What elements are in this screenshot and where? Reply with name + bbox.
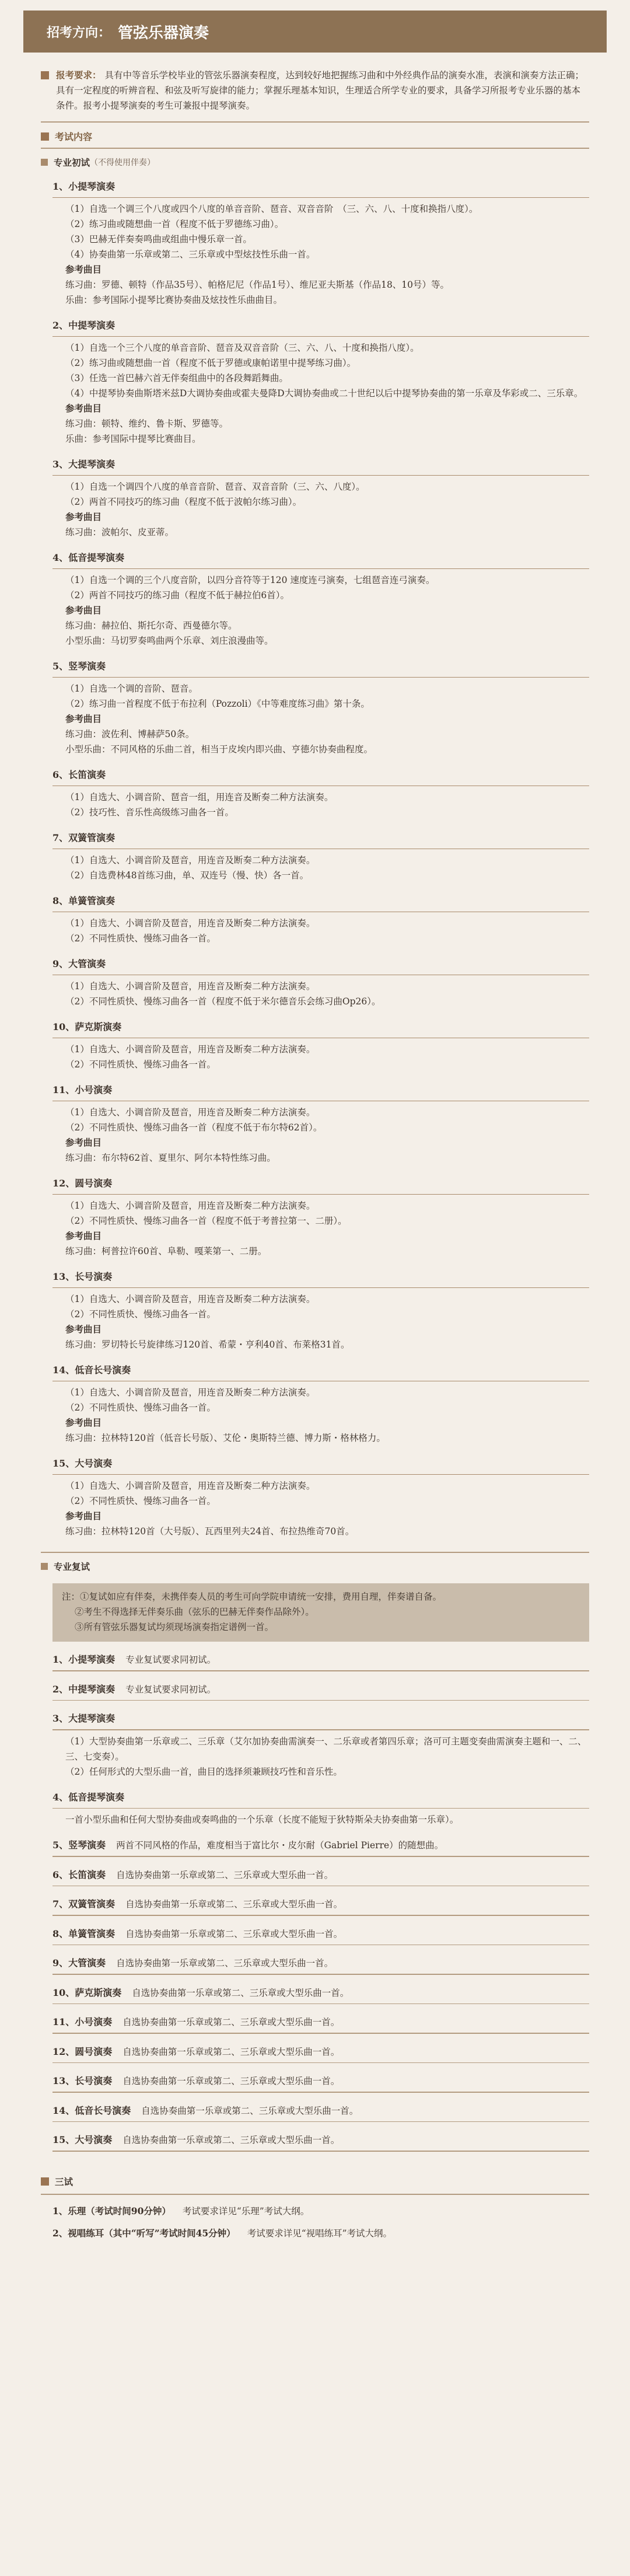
requirement-line: （4）协奏曲第一乐章或第二、三乐章或中型炫技性乐曲一首。 — [65, 249, 316, 260]
divider — [52, 2062, 589, 2064]
divider — [52, 1856, 589, 1857]
instrument-title: 7、双簧管演奏 — [52, 832, 116, 843]
requirement-line: （2）不同性质快、慢练习曲各一首。 — [65, 1496, 216, 1506]
requirement-line: （1）自选大、小调音阶及琶音，用连音及断奏二种方法演奏。 — [65, 1044, 316, 1055]
requirement-line: （1）自选大、小调音阶及琶音，用连音及断奏二种方法演奏。 — [65, 855, 316, 865]
requirement-line: 练习曲：罗德、顿特（作品35号）、帕格尼尼（作品1号）、维尼亚夫斯基（作品18、10号）等。 — [65, 280, 450, 290]
requirement-line: 练习曲：布尔特62首、夏里尔、阿尔本特性练习曲。 — [65, 1153, 276, 1163]
retest-title: 专业复试 — [54, 1561, 90, 1572]
divider — [52, 1974, 589, 1975]
requirement-line: （2）练习曲或随想曲一首（程度不低于罗德或康帕诺里中提琴练习曲）。 — [65, 358, 356, 368]
retest-item-head — [52, 1868, 589, 1881]
retest-item-desc: 专业复试要求同初试。 — [125, 1654, 216, 1665]
note-line: ③所有管弦乐器复试均须现场演奏指定谱例一首。 — [75, 1622, 274, 1632]
square-bullet-icon — [41, 71, 49, 79]
square-bullet-icon — [41, 1563, 48, 1570]
instrument-requirements — [52, 1194, 589, 1259]
retest-item — [41, 1868, 589, 1887]
instrument-requirements — [52, 475, 589, 540]
divider — [52, 1915, 589, 1916]
divider — [52, 2033, 589, 2034]
requirement-line: 小型乐曲：不同风格的乐曲二首，相当于皮埃内即兴曲、亨德尔协奏曲程度。 — [65, 744, 373, 755]
retest-item-desc: 两首不同风格的作品，难度相当于富比尔・皮尔耐（Gabriel Pierre）的随想曲。 — [116, 1840, 444, 1851]
reference-heading: 参考曲目 — [65, 264, 102, 275]
divider — [41, 121, 589, 123]
requirement-line: 练习曲：柯普拉许60首、阜勒、嘎莱第一、二册。 — [65, 1246, 267, 1256]
retest-item-head — [52, 1711, 589, 1725]
instrument-requirements — [52, 677, 589, 757]
instrument-title: 13、长号演奏 — [52, 1271, 113, 1282]
reference-heading: 参考曲目 — [65, 511, 102, 522]
prelim-heading — [41, 156, 589, 169]
retest-item-title: 13、长号演奏 — [52, 2075, 113, 2086]
instrument-requirements — [52, 1287, 589, 1352]
reference-heading: 参考曲目 — [65, 1230, 102, 1241]
retest-item-head — [52, 1652, 589, 1666]
instrument-block — [41, 1083, 589, 1165]
retest-item — [41, 1956, 589, 1975]
divider — [52, 1700, 589, 1701]
instrument-block — [41, 1176, 589, 1259]
retest-item-title: 8、单簧管演奏 — [52, 1928, 116, 1939]
retest-item — [41, 1682, 589, 1701]
divider — [52, 1886, 589, 1887]
instrument-requirements — [52, 336, 589, 446]
retest-item-desc: 自选协奏曲第一乐章或第二、三乐章或大型乐曲一首。 — [116, 1869, 334, 1880]
instrument-title: 3、大提琴演奏 — [52, 459, 116, 470]
requirement-line: 一首小型乐曲和任何大型协奏曲或奏鸣曲的一个乐章（长度不能短于狄特斯朵夫协奏曲第一乐章）。 — [65, 1814, 459, 1825]
instrument-requirements — [52, 568, 589, 648]
retest-item-title: 11、小号演奏 — [52, 2016, 113, 2027]
retest-item — [41, 2103, 589, 2123]
retest-item — [41, 1838, 589, 1857]
retest-item-head — [52, 1897, 589, 1910]
requirement-line: （2）任何形式的大型乐曲一首，曲目的选择须兼顾技巧性和音乐性。 — [65, 1766, 342, 1777]
requirement-line: （1）自选一个调的三个八度音阶，以四分音符等于120 速度连弓演奏，七组琶音连弓演奏。 — [65, 575, 435, 585]
requirement-line: 练习曲：拉林特120首（大号版）、瓦西里列夫24首、布拉热维奇70首。 — [65, 1526, 355, 1537]
retest-item-head — [52, 1956, 589, 1969]
instrument-title: 2、中提琴演奏 — [52, 320, 116, 331]
retest-item-head — [52, 1926, 589, 1940]
note-line: 注：①复试如应有伴奏，未携伴奏人员的考生可向学院申请统一安排，费用自理，伴奏谱自备。 — [62, 1591, 442, 1602]
requirement-line: （1）自选大、小调音阶及琶音，用连音及断奏二种方法演奏。 — [65, 1387, 316, 1398]
square-bullet-icon — [41, 159, 48, 166]
requirement-line: （2）不同性质快、慢练习曲各一首（程度不低于考普拉第一、二册）。 — [65, 1216, 347, 1226]
requirement-line: （2）技巧性、音乐性高级练习曲各一首。 — [65, 807, 234, 818]
prelim-instrument-list — [41, 179, 589, 1539]
requirement-line: （2）不同性质快、慢练习曲各一首。 — [65, 933, 216, 944]
retest-item — [41, 2044, 589, 2064]
instrument-requirements — [52, 1038, 589, 1072]
retest-item-head — [52, 2015, 589, 2028]
requirement-line: （1）大型协奏曲第一乐章或二、三乐章（艾尔加协奏曲需演奏一、二乐章或者第四乐章；洛可可主题变奏曲需演奏主题和一、二、三、七变奏）。 — [65, 1736, 587, 1762]
instrument-block — [41, 1269, 589, 1352]
prelim-title: 专业初试 — [54, 157, 90, 168]
reference-heading: 参考曲目 — [65, 1324, 102, 1335]
requirement-line: （2）不同性质快、慢练习曲各一首（程度不低于米尔德音乐会练习曲Op26）。 — [65, 996, 381, 1007]
main-content — [41, 68, 589, 2239]
instrument-title: 5、竖琴演奏 — [52, 661, 106, 672]
requirements-block — [41, 68, 589, 113]
requirement-line: （2）不同性质快、慢练习曲各一首。 — [65, 1059, 216, 1070]
retest-item-body — [52, 1734, 589, 1779]
divider — [52, 1945, 589, 1946]
retest-heading — [41, 1560, 589, 1573]
requirement-line: （2）练习曲或随想曲一首（程度不低于罗德练习曲）。 — [65, 219, 284, 229]
retest-item — [41, 2015, 589, 2034]
instrument-title: 15、大号演奏 — [52, 1458, 113, 1469]
retest-item-title: 1、小提琴演奏 — [52, 1654, 116, 1665]
instrument-block — [41, 1020, 589, 1072]
instrument-title: 4、低音提琴演奏 — [52, 552, 125, 563]
retest-item-desc: 自选协奏曲第一乐章或第二、三乐章或大型乐曲一首。 — [125, 1899, 343, 1910]
requirement-line: （2）两首不同技巧的练习曲（程度不低于赫拉伯6首）。 — [65, 590, 289, 601]
instrument-title: 10、萨克斯演奏 — [52, 1021, 122, 1032]
retest-item-body — [52, 1812, 589, 1827]
reference-heading: 参考曲目 — [65, 403, 102, 414]
retest-item-title: 4、低音提琴演奏 — [52, 1791, 125, 1803]
note-line: ②考生不得选择无伴奏乐曲（弦乐的巴赫无伴奏作品除外）。 — [75, 1607, 314, 1617]
reference-heading: 参考曲目 — [65, 605, 102, 616]
retest-item-desc: 自选协奏曲第一乐章或第二、三乐章或大型乐曲一首。 — [123, 2076, 340, 2086]
retest-item-head — [52, 1838, 589, 1851]
instrument-block — [41, 318, 589, 446]
retest-item-desc: 自选协奏曲第一乐章或第二、三乐章或大型乐曲一首。 — [125, 1928, 343, 1939]
retest-item — [41, 1790, 589, 1828]
retest-instrument-list — [41, 1652, 589, 2152]
reference-heading: 参考曲目 — [65, 713, 102, 724]
requirement-line: （1）自选大、小调音阶及琶音，用连音及断奏二种方法演奏。 — [65, 1294, 316, 1304]
retest-item-title: 9、大管演奏 — [52, 1957, 106, 1968]
retest-item-desc: 自选协奏曲第一乐章或第二、三乐章或大型乐曲一首。 — [141, 2105, 359, 2116]
requirement-line: 练习曲：赫拉伯、斯托尔奇、西曼德尔等。 — [65, 620, 237, 631]
instrument-requirements — [52, 786, 589, 820]
requirement-line: 练习曲：波佐利、博赫萨50条。 — [65, 729, 195, 739]
instrument-requirements — [52, 912, 589, 946]
divider — [41, 148, 589, 149]
instrument-title: 12、圆号演奏 — [52, 1178, 113, 1189]
instrument-block — [41, 659, 589, 757]
retest-item-head — [52, 2103, 589, 2117]
final-item — [41, 2226, 589, 2239]
instrument-block — [41, 957, 589, 1009]
requirement-line: 练习曲：拉林特120首（低音长号版）、艾伦・奥斯特兰德、博力斯・格林格力。 — [65, 1433, 386, 1443]
divider — [52, 1808, 589, 1809]
requirement-line: （1）自选一个调的音阶、琶音。 — [65, 683, 198, 694]
retest-item-title: 7、双簧管演奏 — [52, 1898, 116, 1910]
instrument-requirements — [52, 1474, 589, 1539]
retest-item-desc: 自选协奏曲第一乐章或第二、三乐章或大型乐曲一首。 — [116, 1958, 334, 1968]
retest-item-desc: 自选协奏曲第一乐章或第二、三乐章或大型乐曲一首。 — [132, 1987, 349, 1998]
retest-item-desc: 自选协奏曲第一乐章或第二、三乐章或大型乐曲一首。 — [123, 2017, 340, 2027]
requirement-line: （2）练习曲一首程度不低于布拉利（Pozzoli）《中等难度练习曲》第十条。 — [65, 699, 370, 709]
retest-item — [41, 1926, 589, 1946]
requirements-label: 报考要求： — [56, 69, 102, 81]
instrument-title: 11、小号演奏 — [52, 1084, 113, 1095]
instrument-requirements — [52, 975, 589, 1009]
reference-heading: 参考曲目 — [65, 1510, 102, 1521]
requirement-line: （1）自选大、小调音阶及琶音，用连音及断奏二种方法演奏。 — [65, 981, 316, 992]
retest-item — [41, 1711, 589, 1779]
instrument-title: 9、大管演奏 — [52, 958, 106, 969]
retest-item-desc: 自选协奏曲第一乐章或第二、三乐章或大型乐曲一首。 — [123, 2046, 340, 2057]
banner-title: 管弦乐器演奏 — [118, 24, 209, 42]
requirement-line: （1）自选大、小调音阶及琶音，用连音及断奏二种方法演奏。 — [65, 1200, 316, 1211]
requirement-line: （2）不同性质快、慢练习曲各一首。 — [65, 1402, 216, 1413]
requirement-line: （2）自选费林48首练习曲，单、双连号（慢、快）各一首。 — [65, 870, 309, 881]
divider — [52, 2092, 589, 2093]
requirement-line: （2）两首不同技巧的练习曲（程度不低于波帕尔练习曲）。 — [65, 497, 302, 507]
requirement-line: （2）不同性质快、慢练习曲各一首。 — [65, 1309, 216, 1320]
square-bullet-icon — [41, 132, 49, 141]
requirement-line: （1）自选一个三个八度的单音音阶、琶音及双音音阶（三、六、八、十度和换指八度）。 — [65, 343, 419, 353]
instrument-title: 14、低音长号演奏 — [52, 1364, 131, 1376]
retest-item — [41, 2074, 589, 2093]
requirement-line: （1）自选一个调四个八度的单音音阶、琶音、双音音阶（三、六、八度）。 — [65, 481, 365, 492]
divider — [52, 2151, 589, 2152]
final-item-desc: 考试要求详见“乐理”考试大纲。 — [182, 2205, 310, 2217]
retest-item-title: 5、竖琴演奏 — [52, 1839, 106, 1851]
retest-notes-box — [52, 1583, 589, 1642]
retest-item-head — [52, 1682, 589, 1695]
instrument-title: 6、长笛演奏 — [52, 769, 106, 780]
retest-item — [41, 1652, 589, 1671]
final-heading — [41, 2175, 589, 2188]
requirement-line: （1）自选大、小调音阶及琶音，用连音及断奏二种方法演奏。 — [65, 918, 316, 929]
retest-item-desc: 专业复试要求同初试。 — [125, 1684, 216, 1695]
retest-item-title: 15、大号演奏 — [52, 2134, 113, 2145]
retest-item-head — [52, 1985, 589, 1999]
requirement-line: （1）自选大、小调音阶、琶音一组，用连音及断奏二种方法演奏。 — [65, 792, 334, 802]
instrument-block — [41, 767, 589, 820]
requirement-line: （1）自选大、小调音阶及琶音，用连音及断奏二种方法演奏。 — [65, 1107, 316, 1118]
retest-item-title: 3、大提琴演奏 — [52, 1713, 116, 1724]
instrument-requirements — [52, 1101, 589, 1165]
divider — [52, 2121, 589, 2123]
requirement-line: （2）不同性质快、慢练习曲各一首（程度不低于布尔特62首）。 — [65, 1122, 323, 1133]
requirement-line: 练习曲：顿特、维约、鲁卡斯、罗德等。 — [65, 418, 229, 429]
retest-item-head — [52, 2074, 589, 2087]
requirement-line: （3）任选一首巴赫六首无伴奏组曲中的各段舞蹈舞曲。 — [65, 373, 288, 383]
requirement-line: 练习曲：波帕尔、皮亚蒂。 — [65, 527, 174, 537]
instrument-block — [41, 1456, 589, 1539]
retest-item-title: 2、中提琴演奏 — [52, 1683, 116, 1695]
divider — [41, 1552, 589, 1553]
instrument-requirements — [52, 849, 589, 883]
exam-content-heading: 考试内容 — [41, 130, 589, 143]
divider — [52, 1729, 589, 1730]
retest-item — [41, 1985, 589, 2005]
retest-item-head — [52, 2044, 589, 2058]
instrument-requirements — [52, 197, 589, 308]
retest-item-title: 14、低音长号演奏 — [52, 2104, 131, 2116]
retest-item-title: 12、圆号演奏 — [52, 2046, 113, 2057]
requirement-line: （1）自选一个调三个八度或四个八度的单音音阶、琶音、双音音阶 （三、六、八、十度和换指八度）。 — [65, 204, 478, 214]
banner-prefix: 招考方向： — [47, 25, 111, 40]
divider — [41, 2194, 589, 2195]
instrument-block — [41, 179, 589, 308]
reference-heading: 参考曲目 — [65, 1137, 102, 1148]
instrument-block — [41, 550, 589, 648]
requirement-line: 小型乐曲：马切罗奏鸣曲两个乐章、刘庄浪漫曲等。 — [65, 636, 274, 646]
reference-heading: 参考曲目 — [65, 1417, 102, 1428]
final-item-title: 2、视唱练耳（其中“听写”考试时间45分钟） — [52, 2227, 236, 2239]
requirement-line: （3）巴赫无伴奏奏鸣曲或组曲中慢乐章一首。 — [65, 234, 252, 245]
square-bullet-icon — [41, 2177, 49, 2186]
requirement-line: （1）自选大、小调音阶及琶音，用连音及断奏二种方法演奏。 — [65, 1481, 316, 1491]
final-item-desc: 考试要求详见“视唱练耳”考试大纲。 — [247, 2228, 393, 2239]
instrument-title: 8、单簧管演奏 — [52, 895, 116, 906]
requirements-text: 具有中等音乐学校毕业的管弦乐器演奏程度，达到较好地把握练习曲和中外经典作品的演奏水准，表演和演奏方法正确；具有一定程度的听辨音程、和弦及听写旋律的能力；掌握乐理基本知识，生理适合所学专业的要求，具备学习所报考专业乐器的基本条件。报考小提琴演奏的考生可兼报中提琴演奏。 — [56, 70, 584, 111]
final-title: 三试 — [55, 2176, 74, 2187]
retest-item — [41, 2132, 589, 2152]
instrument-block — [41, 457, 589, 540]
retest-item-title: 6、长笛演奏 — [52, 1869, 106, 1880]
requirement-line: 乐曲：参考国际中提琴比赛曲目。 — [65, 434, 201, 444]
retest-item — [41, 1897, 589, 1916]
requirement-line: （4）中提琴协奏曲斯塔米兹D大调协奏曲或霍夫曼降D大调协奏曲或二十世纪以后中提琴协奏曲的第一乐章及华彩或二、三乐章。 — [65, 388, 583, 399]
final-item-title: 1、乐理（考试时间90分钟） — [52, 2205, 171, 2217]
divider — [52, 2003, 589, 2005]
prelim-note: （不得使用伴奏） — [90, 158, 156, 167]
divider — [52, 1670, 589, 1671]
requirement-line: 练习曲：罗切特长号旋律练习120首、希蒙・亨利40首、布莱格31首。 — [65, 1339, 350, 1350]
retest-item-head — [52, 2132, 589, 2146]
retest-item-desc: 自选协奏曲第一乐章或第二、三乐章或大型乐曲一首。 — [123, 2135, 340, 2145]
final-item — [41, 2204, 589, 2217]
retest-item-head — [52, 1790, 589, 1803]
instrument-title: 1、小提琴演奏 — [52, 181, 116, 192]
instrument-block — [41, 830, 589, 883]
instrument-block — [41, 1363, 589, 1446]
requirement-line: 乐曲：参考国际小提琴比赛协奏曲及炫技性乐曲曲目。 — [65, 295, 283, 305]
retest-item-title: 10、萨克斯演奏 — [52, 1987, 122, 1998]
instrument-block — [41, 893, 589, 946]
header-banner — [23, 11, 607, 53]
instrument-requirements — [52, 1381, 589, 1446]
